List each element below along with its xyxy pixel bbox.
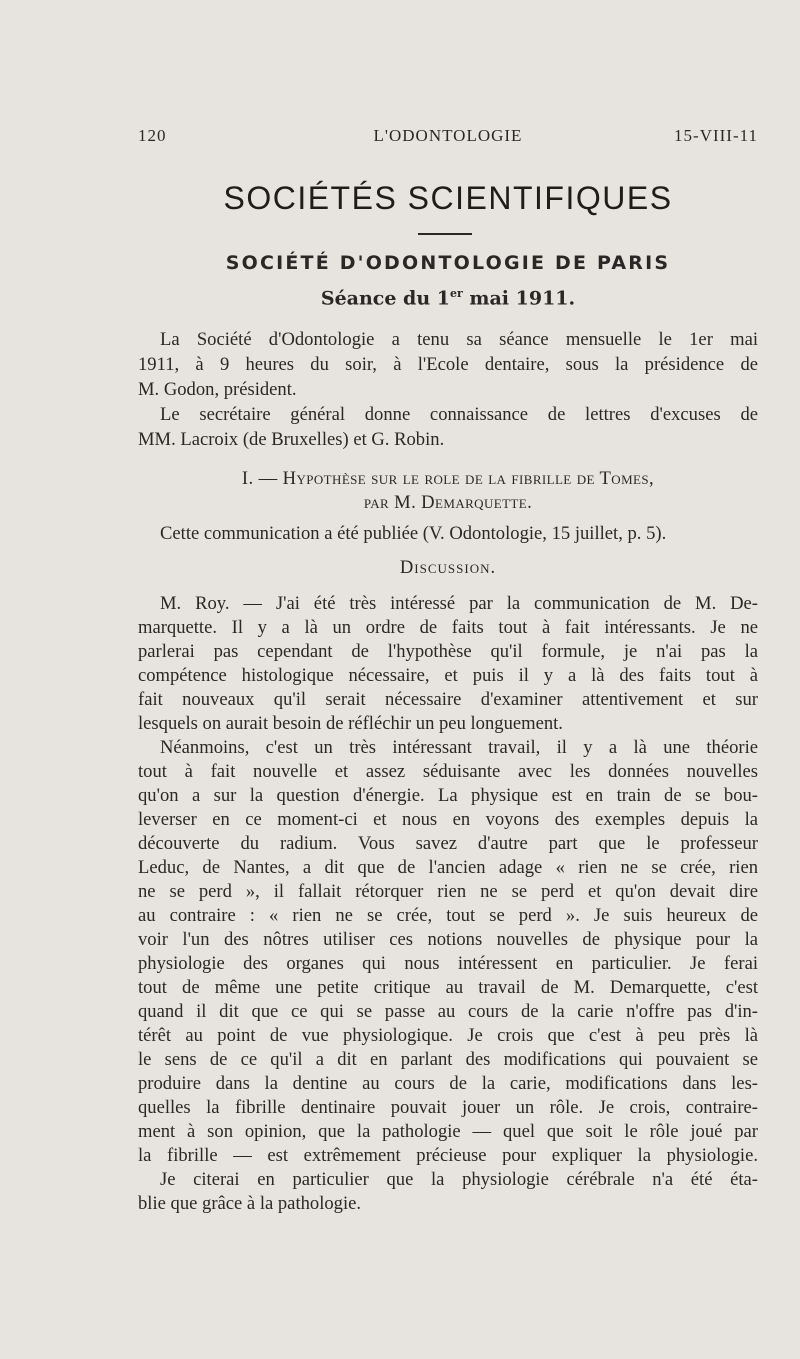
seance-heading	[0, 287, 800, 309]
journal-title: L'ODONTOLOGIE	[373, 126, 523, 145]
discussion-line: quelles la fibrille dentinaire pouvait jouer un rôle. Je crois, contraire-	[138, 1097, 758, 1118]
issue-date: 15-VIII-11	[674, 126, 758, 145]
discussion-line: voir l'un des nôtres utiliser ces notions nouvelles de physique pour la	[138, 929, 758, 950]
discussion-line: physiologie des organes qui nous intéressent en particulier. Je ferai	[138, 953, 758, 974]
discussion-line: qu'on a sur la question d'énergie. La physique est en train de se bou-	[138, 785, 758, 806]
discussion-line: la fibrille — est extrêmement précieuse pour expliquer la physiologie.	[138, 1145, 758, 1166]
discussion-line: découverte du radium. Vous savez d'autre part que le professeur	[138, 833, 758, 854]
seance-sup: er	[449, 287, 463, 300]
discussion-line: produire dans la dentine au cours de la carie, modifications dans les-	[138, 1073, 758, 1094]
discussion-line: M. Roy. — J'ai été très intéressé par la communication de M. De-	[160, 593, 758, 614]
section-heading-line: par M. Demarquette.	[363, 492, 533, 513]
intro-line: M. Godon, président.	[138, 379, 297, 400]
discussion-line: blie que grâce à la pathologie.	[138, 1193, 362, 1214]
discussion-line: quand il dit que ce qui se passe au cours de la carie n'offre pas d'in-	[138, 1001, 758, 1022]
intro-line: Le secrétaire général donne connaissance de lettres d'excuses de	[160, 404, 758, 425]
discussion-line: au contraire : « rien ne se crée, tout se perd ». Je suis heureux de	[138, 905, 758, 926]
discussion-line: marquette. Il y a là un ordre de faits tout à fait intéressants. Je ne	[138, 617, 758, 638]
intro-line: La Société d'Odontologie a tenu sa séance mensuelle le 1er mai	[160, 329, 758, 350]
running-header	[138, 126, 758, 150]
discussion-line: fait nouveaux qu'il serait nécessaire d'examiner attentivement et sur	[138, 689, 758, 710]
intro-line: MM. Lacroix (de Bruxelles) et G. Robin.	[138, 429, 445, 450]
discussion-line: le sens de ce qu'il a dit en parlant des modifications qui pouvaient se	[138, 1049, 758, 1070]
page-number: 120	[138, 126, 167, 145]
discussion-line: ment à son opinion, que la pathologie — quel que soit le rôle joué par	[138, 1121, 758, 1142]
discussion-line: tout à fait nouvelle et assez séduisante avec les données nouvelles	[138, 761, 758, 782]
title-divider	[418, 233, 472, 235]
discussion-line: térêt au point de vue physiologique. Je crois que c'est à peu près là	[138, 1025, 758, 1046]
discussion-line: parlerai pas cependant de l'hypothèse qu'il formule, je n'ai pas la	[138, 641, 758, 662]
publication-note: Cette communication a été publiée (V. Odontologie, 15 juillet, p. 5).	[160, 523, 667, 544]
intro-line: 1911, à 9 heures du soir, à l'Ecole dentaire, sous la présidence de	[138, 354, 758, 375]
section-heading-line: I. — Hypothèse sur le role de la fibrille de Tomes,	[241, 468, 655, 489]
discussion-line: ne se perd », il fallait rétorquer rien ne se perd et qu'on devait dire	[138, 881, 758, 902]
discussion-line: Leduc, de Nantes, a dit que de l'ancien adage « rien ne se crée, rien	[138, 857, 758, 878]
discussion-line: lesquels on aurait besoin de réfléchir un peu longuement.	[138, 713, 563, 734]
discussion-line: tout de même une petite critique au travail de M. Demarquette, c'est	[138, 977, 758, 998]
discussion-heading: Discussion.	[399, 557, 497, 578]
discussion-line: compétence histologique nécessaire, et puis il y a là des faits tout à	[138, 665, 758, 686]
seance-prefix: Séance du 1	[320, 287, 450, 310]
discussion-line: Néanmoins, c'est un très intéressant travail, il y a là une théorie	[160, 737, 758, 758]
discussion-line: leverser en ce moment-ci et nous en voyons des exemples depuis la	[138, 809, 758, 830]
section-title: SOCIÉTÉS SCIENTIFIQUES	[223, 180, 673, 216]
seance-suffix: mai 1911.	[462, 287, 576, 310]
discussion-line: Je citerai en particulier que la physiologie cérébrale n'a été éta-	[160, 1169, 758, 1190]
society-heading: SOCIÉTÉ D'ODONTOLOGIE DE PARIS	[225, 252, 671, 274]
